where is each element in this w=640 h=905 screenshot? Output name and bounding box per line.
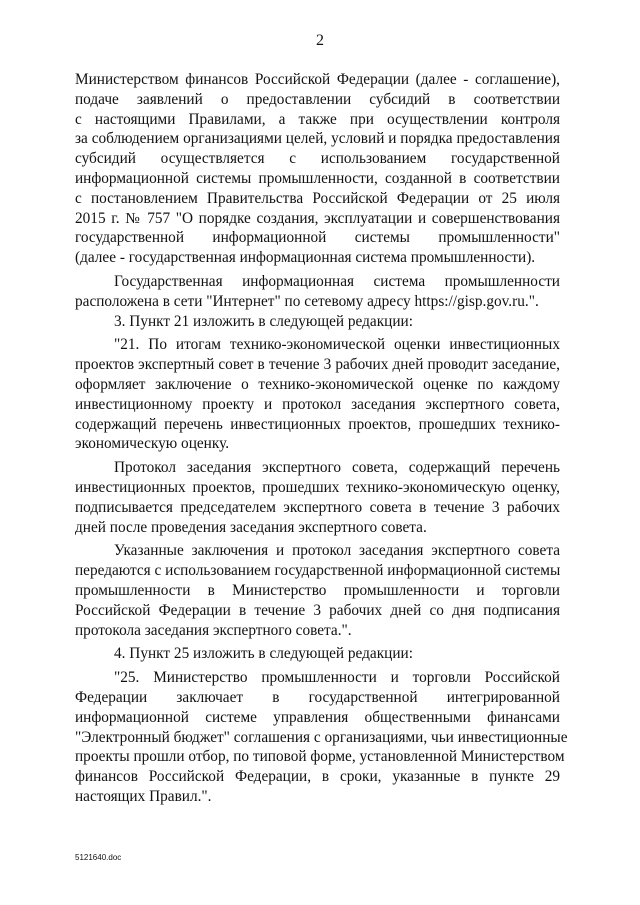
text-line: Российской Федерации в течение 3 рабочих дней со дня подписания [75,601,560,619]
text-line: Указанные заключения и протокол заседания экспертного совета [114,542,560,560]
text-line: оформляет заключение о технико-экономической оценке по каждому [75,375,560,393]
text-line: 2015 г. № 757 "О порядке создания, эксплуатации и совершенствования [75,209,560,227]
text-line: промышленности в Министерство промышленности и торговли [75,581,560,599]
text-line: информационной системе управления общественными финансами [75,708,560,726]
text-line: проектов экспертный совет в течение 3 рабочих дней проводит заседание, [75,356,560,374]
text-line: 4. Пункт 25 изложить в следующей редакции: [114,645,413,663]
text-line: Протокол заседания экспертного совета, содержащий перечень [114,459,560,477]
document-body [75,70,568,807]
text-line: Министерством финансов Российской Федерации (далее - соглашение), [75,71,560,88]
text-line: "25. Министерство промышленности и торговли Российской [114,669,560,687]
text-line: экономическую оценку. [75,435,230,453]
text-line: 3. Пункт 21 изложить в следующей редакции: [114,312,413,330]
text-line: подаче заявлений о предоставлении субсидий в соответствии [75,90,560,108]
text-line: содержащий перечень инвестиционных проектов, прошедших технико- [75,415,560,433]
page-number: 2 [316,32,324,49]
text-line: информационной системы промышленности, созданной в соответствии [75,169,560,187]
text-line: за соблюдением организациями целей, условий и порядка предоставления [75,130,560,148]
text-line: "21. По итогам технико-экономической оценки инвестиционных [114,336,560,354]
text-line: проекты прошли отбор, по типовой форме, установленной Министерством [75,748,565,766]
text-line: инвестиционных проектов, прошедших технико-экономическую оценку, [75,478,560,496]
text-line: дней после проведения заседания экспертного совета. [75,518,427,536]
text-line: Государственная информационная система промышленности [114,272,560,290]
text-line: (далее - государственная информационная система промышленности). [75,249,536,267]
text-line: расположена в сети "Интернет" по сетевому адресу https://gisp.gov.ru.". [75,292,539,310]
text-line: с постановлением Правительства Российской Федерации от 25 июля [75,189,560,207]
text-line: Федерации заключает в государственной интегрированной [75,688,560,706]
text-line: "Электронный бюджет" соглашения с организациями, чьи инвестиционные [75,728,568,746]
text-line: финансов Российской Федерации, в сроки, указанные в пункте 29 [75,768,560,786]
text-line: государственной информационной системы промышленности" [75,229,560,247]
text-line: с настоящими Правилами, а также при осуществлении контроля [75,110,560,128]
file-name-footer: 5121640.doc [75,853,122,862]
text-line: настоящих Правил.". [75,787,212,805]
text-line: инвестиционному проекту и протокол заседания экспертного совета, [75,395,560,413]
text-line: подписывается председателем экспертного совета в течение 3 рабочих [75,498,560,516]
text-line: передаются с использованием государственной информационной системы [75,562,561,580]
text-line: субсидий осуществляется с использованием государственной [75,150,560,168]
text-line: протокола заседания экспертного совета.". [75,621,352,639]
